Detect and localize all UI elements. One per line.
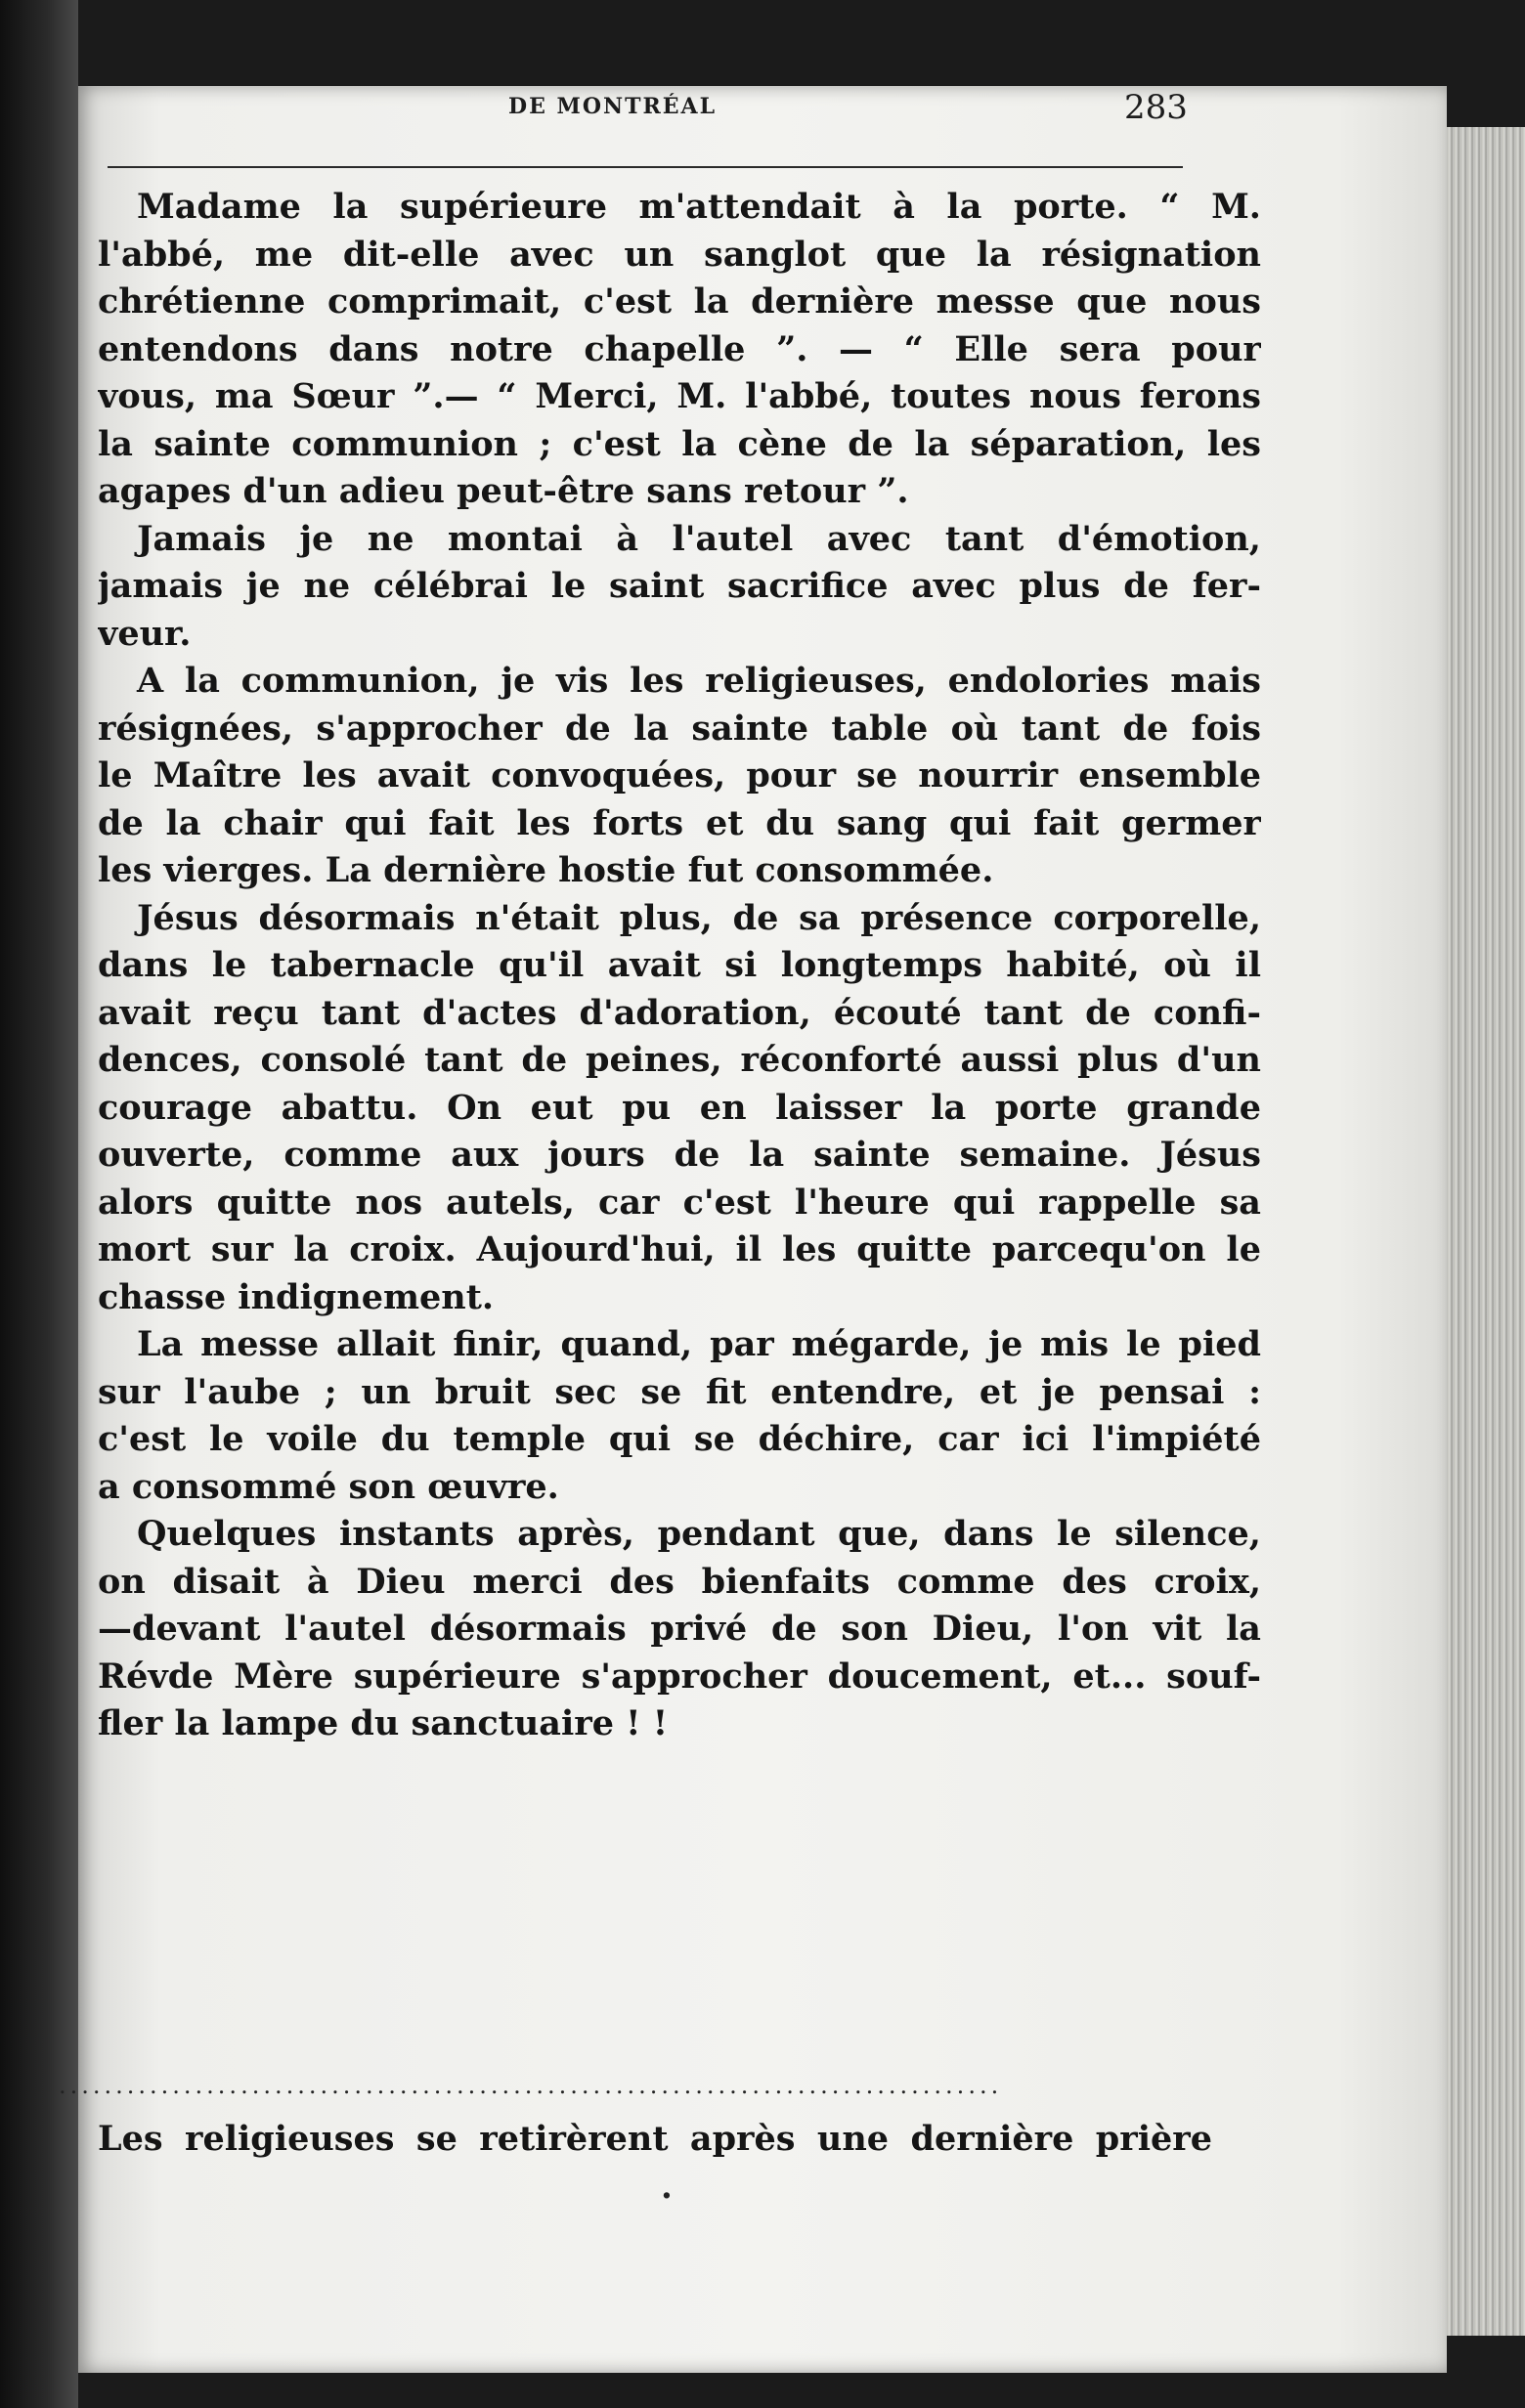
body-text xyxy=(98,184,1261,1748)
running-head: DE MONTRÉAL xyxy=(508,94,718,119)
text-line: résignées, s'approcher de la sainte table où tant de fois xyxy=(98,708,1261,749)
text-line: A la communion, je vis les religieuses, endolories mais xyxy=(137,661,1261,701)
text-line: entendons dans notre chapelle ”. — “ Elle sera pour xyxy=(98,328,1261,369)
paragraph xyxy=(98,516,1261,659)
header-rule xyxy=(108,166,1183,168)
text-line: agapes d'un adieu peut-être sans retour ”. xyxy=(98,471,909,511)
tail-mark: . xyxy=(661,2168,673,2207)
text-line: l'abbé, me dit-elle avec un sanglot que la résignation xyxy=(98,234,1261,275)
text-line: chasse indignement. xyxy=(98,1276,495,1317)
paragraph xyxy=(98,658,1261,895)
page-number: 283 xyxy=(1124,88,1188,127)
text-line: Jamais je ne montai à l'autel avec tant d'émotion, xyxy=(137,518,1261,559)
text-line: la sainte communion ; c'est la cène de la séparation, les xyxy=(98,423,1261,464)
text-line: le Maître les avait convoquées, pour se nourrir ensemble xyxy=(98,755,1261,796)
final-line: Les religieuses se retirèrent après une dernière prière xyxy=(98,2119,1212,2159)
text-line: Madame la supérieure m'attendait à la porte. “ M. xyxy=(137,187,1261,227)
text-line: de la chair qui fait les forts et du sang qui fait germer xyxy=(98,802,1261,843)
text-line: les vierges. La dernière hostie fut consommée. xyxy=(98,850,994,890)
text-line: c'est le voile du temple qui se déchire, car ici l'impiété xyxy=(98,1419,1261,1459)
text-line: courage abattu. On eut pu en laisser la porte grande xyxy=(98,1087,1261,1128)
text-line: veur. xyxy=(98,613,192,654)
text-line: chrétienne comprimait, c'est la dernière messe que nous xyxy=(98,281,1261,322)
paragraph xyxy=(98,895,1261,1322)
text-line: fler la lampe du sanctuaire ! ! xyxy=(98,1703,669,1743)
text-line: avait reçu tant d'actes d'adoration, écouté tant de confi- xyxy=(98,992,1261,1033)
separator-dots: ................................................................................... xyxy=(59,2072,1003,2099)
book-binding-shadow xyxy=(0,0,78,2408)
text-line: ouverte, comme aux jours de la sainte semaine. Jésus xyxy=(98,1135,1261,1175)
text-line: sur l'aube ; un bruit sec se fit entendre, et je pensai : xyxy=(98,1371,1261,1412)
text-line: Jésus désormais n'était plus, de sa présence corporelle, xyxy=(137,897,1261,938)
text-line: alors quitte nos autels, car c'est l'heure qui rappelle sa xyxy=(98,1182,1261,1223)
text-line: mort sur la croix. Aujourd'hui, il les quitte parcequ'on le xyxy=(98,1229,1261,1269)
text-line: dences, consolé tant de peines, réconforté aussi plus d'un xyxy=(98,1040,1261,1080)
paragraph xyxy=(98,1321,1261,1511)
text-line: a consommé son œuvre. xyxy=(98,1466,559,1507)
text-line: La messe allait finir, quand, par mégarde, je mis le pied xyxy=(137,1324,1261,1364)
page-edges xyxy=(1447,127,1525,2336)
text-line: —devant l'autel désormais privé de son Dieu, l'on vit la xyxy=(98,1609,1261,1649)
text-line: jamais je ne célébrai le saint sacrifice avec plus de fer- xyxy=(98,566,1261,606)
paragraph xyxy=(98,184,1261,516)
text-line: dans le tabernacle qu'il avait si longtemps habité, où il xyxy=(98,945,1261,985)
text-line: on disait à Dieu merci des bienfaits comme des croix, xyxy=(98,1561,1261,1602)
text-line: Quelques instants après, pendant que, dans le silence, xyxy=(137,1514,1261,1554)
paragraph xyxy=(98,1511,1261,1748)
text-line: vous, ma Sœur ”.— “ Merci, M. l'abbé, toutes nous ferons xyxy=(98,376,1261,416)
text-line: Révde Mère supérieure s'approcher doucement, et... souf- xyxy=(98,1656,1261,1697)
